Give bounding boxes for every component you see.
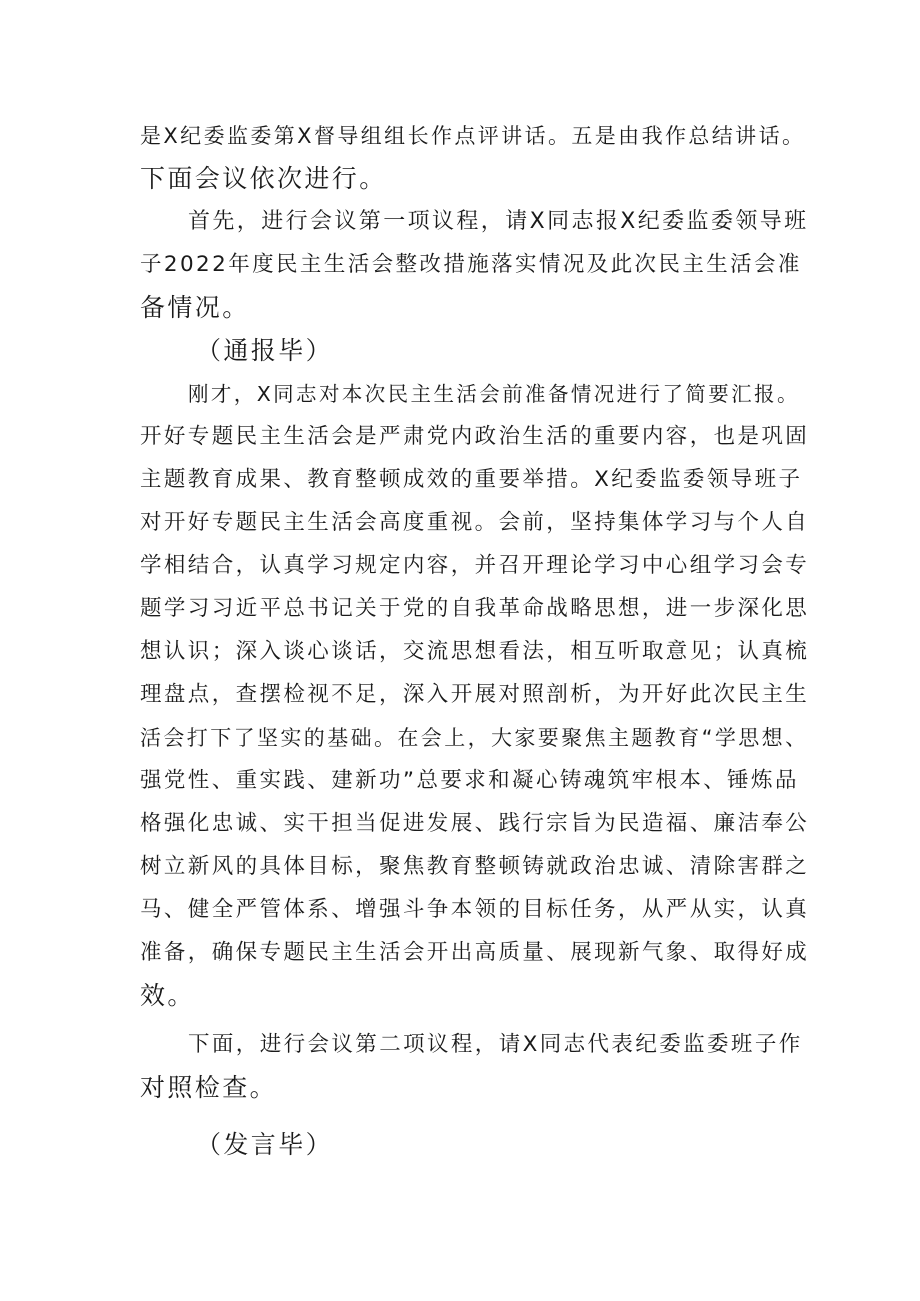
text-line: 对开好专题民主生活会高度重视。会前，坚持集体学习与个人自 <box>140 510 810 535</box>
text-line: 备情况。 <box>140 293 250 322</box>
text-line: 题学习习近平总书记关于党的自我革命战略思想，进一步深化思 <box>140 596 810 621</box>
text-line: 下面会议依次进行。 <box>140 164 387 193</box>
text-line: 活会打下了坚实的基础。在会上，大家要聚焦主题教育“学思想、 <box>140 726 809 750</box>
note-completed: （发言毕） <box>196 1130 334 1159</box>
text-line: 理盘点，查摆检视不足，深入开展对照剖析，为开好此次民主生 <box>140 682 810 707</box>
text-line: 马、健全严管体系、增强斗争本领的目标任务，从严从实，认真 <box>140 897 810 922</box>
text-line: 子2022年度民主生活会整改措施落实情况及此次民主生活会准 <box>140 252 802 277</box>
text-line: 主题教育成果、教育整顿成效的重要举措。X纪委监委领导班子 <box>140 467 803 492</box>
paragraph-first-line: 下面，进行会议第二项议程，请X同志代表纪委监委班子作 <box>188 1032 803 1057</box>
text-line: 强党性、重实践、建新功”总要求和凝心铸魂筑牢根本、锤炼品 <box>140 768 799 793</box>
text-line: 是X纪委监委第X督导组组长作点评讲话。五是由我作总结讲话。 <box>140 124 806 148</box>
paragraph-first-line: 刚才，X同志对本次民主生活会前准备情况进行了简要汇报。 <box>188 382 800 406</box>
text-line: 效。 <box>140 981 195 1010</box>
text-line: 开好专题民主生活会是严肃党内政治生活的重要内容，也是巩固 <box>140 424 810 449</box>
text-line: 准备，确保专题民主生活会开出高质量、展现新气象、取得好成 <box>140 940 810 965</box>
text-line: 格强化忠诚、实干担当促进发展、践行宗旨为民造福、廉洁奉公 <box>140 811 810 836</box>
paragraph-first-line: 首先，进行会议第一项议程，请X同志报X纪委监委领导班 <box>188 209 809 234</box>
text-line: 想认识；深入谈心谈话，交流思想看法，相互听取意见；认真梳 <box>140 639 810 664</box>
text-line: 对照检查。 <box>140 1073 278 1102</box>
note-completed: （通报毕） <box>196 336 334 365</box>
text-line: 学相结合，认真学习规定内容，并召开理论学习中心组学习会专 <box>140 553 810 578</box>
text-line: 树立新风的具体目标，聚焦教育整顿铸就政治忠诚、清除害群之 <box>140 854 810 879</box>
